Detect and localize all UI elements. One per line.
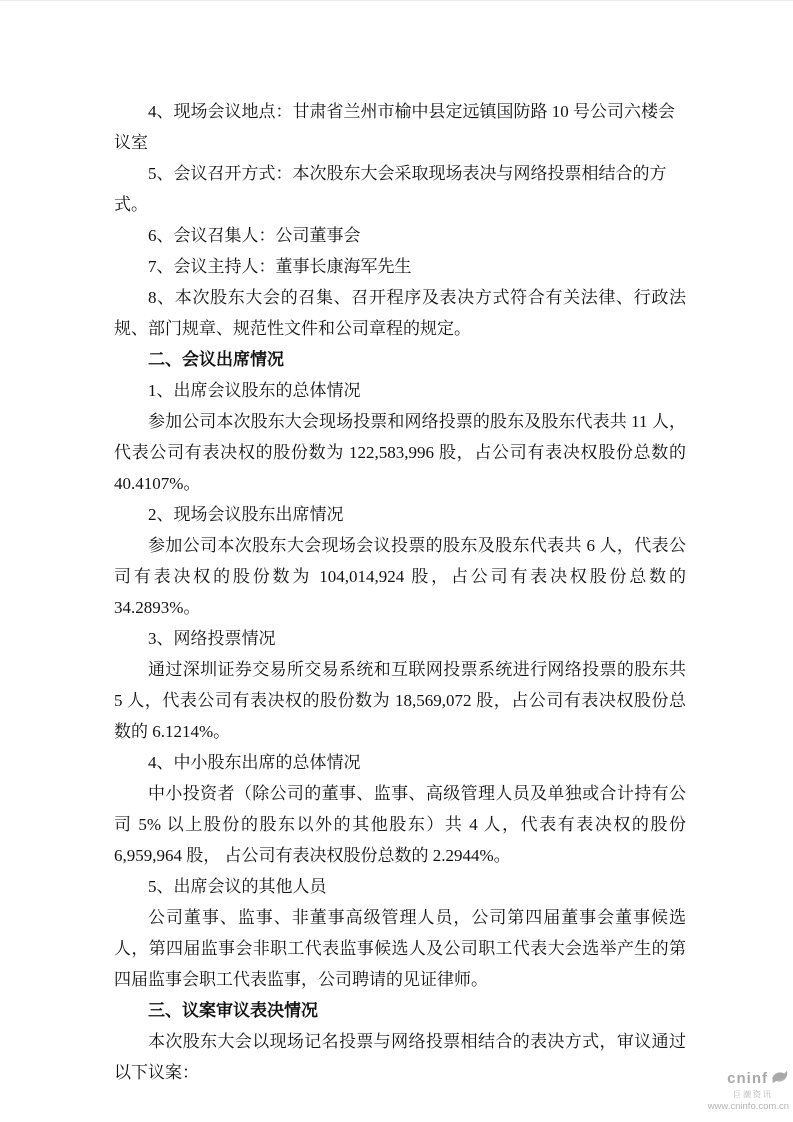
paragraph: 参加公司本次股东大会现场会议投票的股东及股东代表共 6 人，代表公司有表决权的股份数为 104,014,924 股，占公司有表决权股份总数的 34.2893%。	[114, 536, 686, 617]
paragraph: 6、会议召集人：公司董事会	[148, 226, 361, 245]
cninfo-watermark	[708, 1068, 789, 1112]
paragraph: 本次股东大会以现场记名投票与网络投票相结合的表决方式，审议通过以下议案：	[114, 1032, 686, 1082]
cninfo-brand-chinese: 巨潮资讯	[733, 1089, 773, 1099]
paragraph: 4、现场会议地点：甘肃省兰州市榆中县定远镇国防路 10 号公司六楼会议室	[114, 102, 675, 152]
paragraph: 参加公司本次股东大会现场投票和网络投票的股东及股东代表共 11 人，代表公司有表决权的股份数为 122,583,996 股，占公司有表决权股份总数的 40.4107%。	[114, 412, 686, 493]
section-heading: 三、议案审议表决情况	[148, 1001, 318, 1020]
paragraph: 1、出席会议股东的总体情况	[148, 381, 361, 400]
section-heading: 二、会议出席情况	[148, 350, 284, 369]
paragraph: 3、网络投票情况	[148, 629, 276, 648]
cninfo-brand-text: cninf	[727, 1069, 768, 1087]
paragraph: 公司董事、监事、非董事高级管理人员，公司第四届董事会董事候选人，第四届监事会非职工代表监事候选人及公司职工代表大会选举产生的第四届监事会职工代表监事，公司聘请的见证律师。	[114, 908, 686, 989]
paragraph: 5、会议召开方式：本次股东大会采取现场表决与网络投票相结合的方式。	[114, 164, 667, 214]
paragraph: 7、会议主持人：董事长康海军先生	[148, 257, 412, 276]
document-body	[114, 96, 686, 1088]
paragraph: 中小投资者（除公司的董事、监事、高级管理人员及单独或合计持有公司 5% 以上股份的股东以外的其他股东）共 4 人，代表有表决权的股份 6,959,964 股， 占公司有表决权股份总数的 2.2944%。	[114, 784, 686, 865]
cninfo-brand-row	[708, 1068, 789, 1089]
paragraph: 5、出席会议的其他人员	[148, 877, 327, 896]
paragraph: 4、中小股东出席的总体情况	[148, 753, 361, 772]
paragraph: 8、本次股东大会的召集、召开程序及表决方式符合有关法律、行政法规、部门规章、规范性文件和公司章程的规定。	[114, 288, 686, 338]
paragraph: 2、现场会议股东出席情况	[148, 505, 344, 524]
paragraph: 通过深圳证券交易所交易系统和互联网投票系统进行网络投票的股东共 5 人，代表公司有表决权的股份数为 18,569,072 股，占公司有表决权股份总数的 6.1214%。	[114, 660, 686, 741]
cninfo-brand-url: www.cninfo.com.cn	[707, 1100, 789, 1112]
cninfo-swirl-icon	[770, 1068, 789, 1089]
